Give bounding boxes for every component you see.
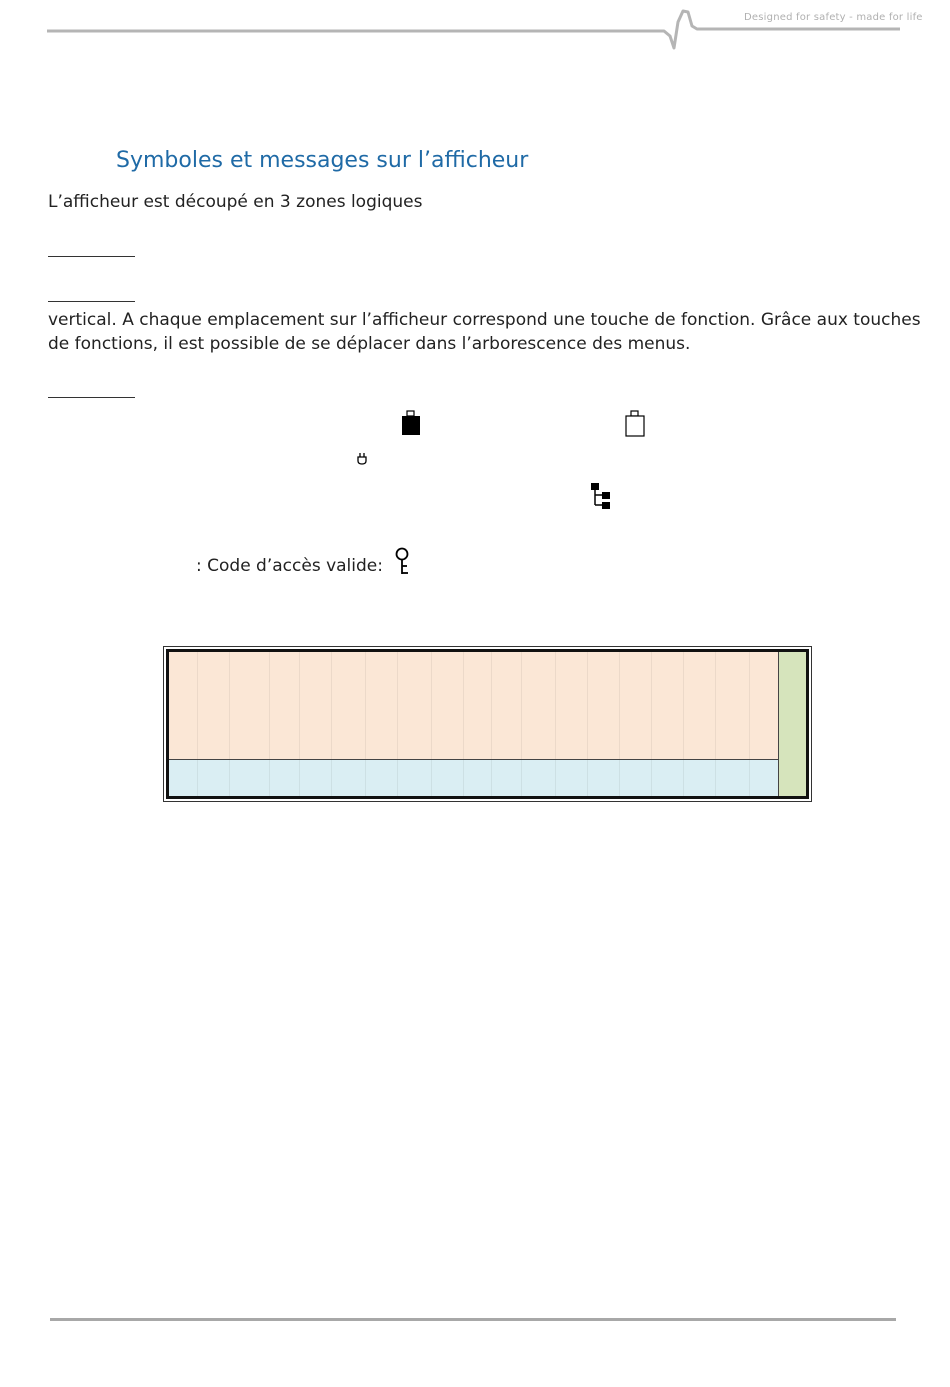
display-status-zone	[169, 760, 778, 797]
zone-2-heading-rule	[48, 301, 135, 302]
footer-rule	[50, 1318, 896, 1321]
intro-text: L’afficheur est découpé en 3 zones logiques	[48, 192, 423, 212]
battery-full-icon	[400, 410, 422, 436]
zone-2-text-line-2: de fonctions, il est possible de se déplacer dans l’arborescence des menus.	[48, 334, 691, 354]
display-main-zone	[169, 652, 778, 760]
plug-icon	[356, 452, 368, 466]
header-tagline: Designed for safety - made for life	[744, 12, 923, 23]
menu-tree-icon	[590, 482, 612, 510]
key-icon	[392, 547, 412, 577]
display-screen	[166, 649, 809, 799]
display-diagram	[163, 646, 812, 802]
section-title: Symboles et messages sur l’afficheur	[116, 148, 529, 173]
zone-3-heading-rule	[48, 397, 135, 398]
display-function-keys-zone	[778, 652, 806, 796]
zone-2-text-line-1: vertical. A chaque emplacement sur l’afficheur correspond une touche de fonction. Grâce aux touches	[48, 310, 921, 330]
zone-1-heading-rule	[48, 256, 135, 257]
code-access-label: : Code d’accès valide:	[196, 556, 383, 576]
header-rule	[0, 0, 950, 60]
battery-empty-icon	[624, 410, 646, 438]
